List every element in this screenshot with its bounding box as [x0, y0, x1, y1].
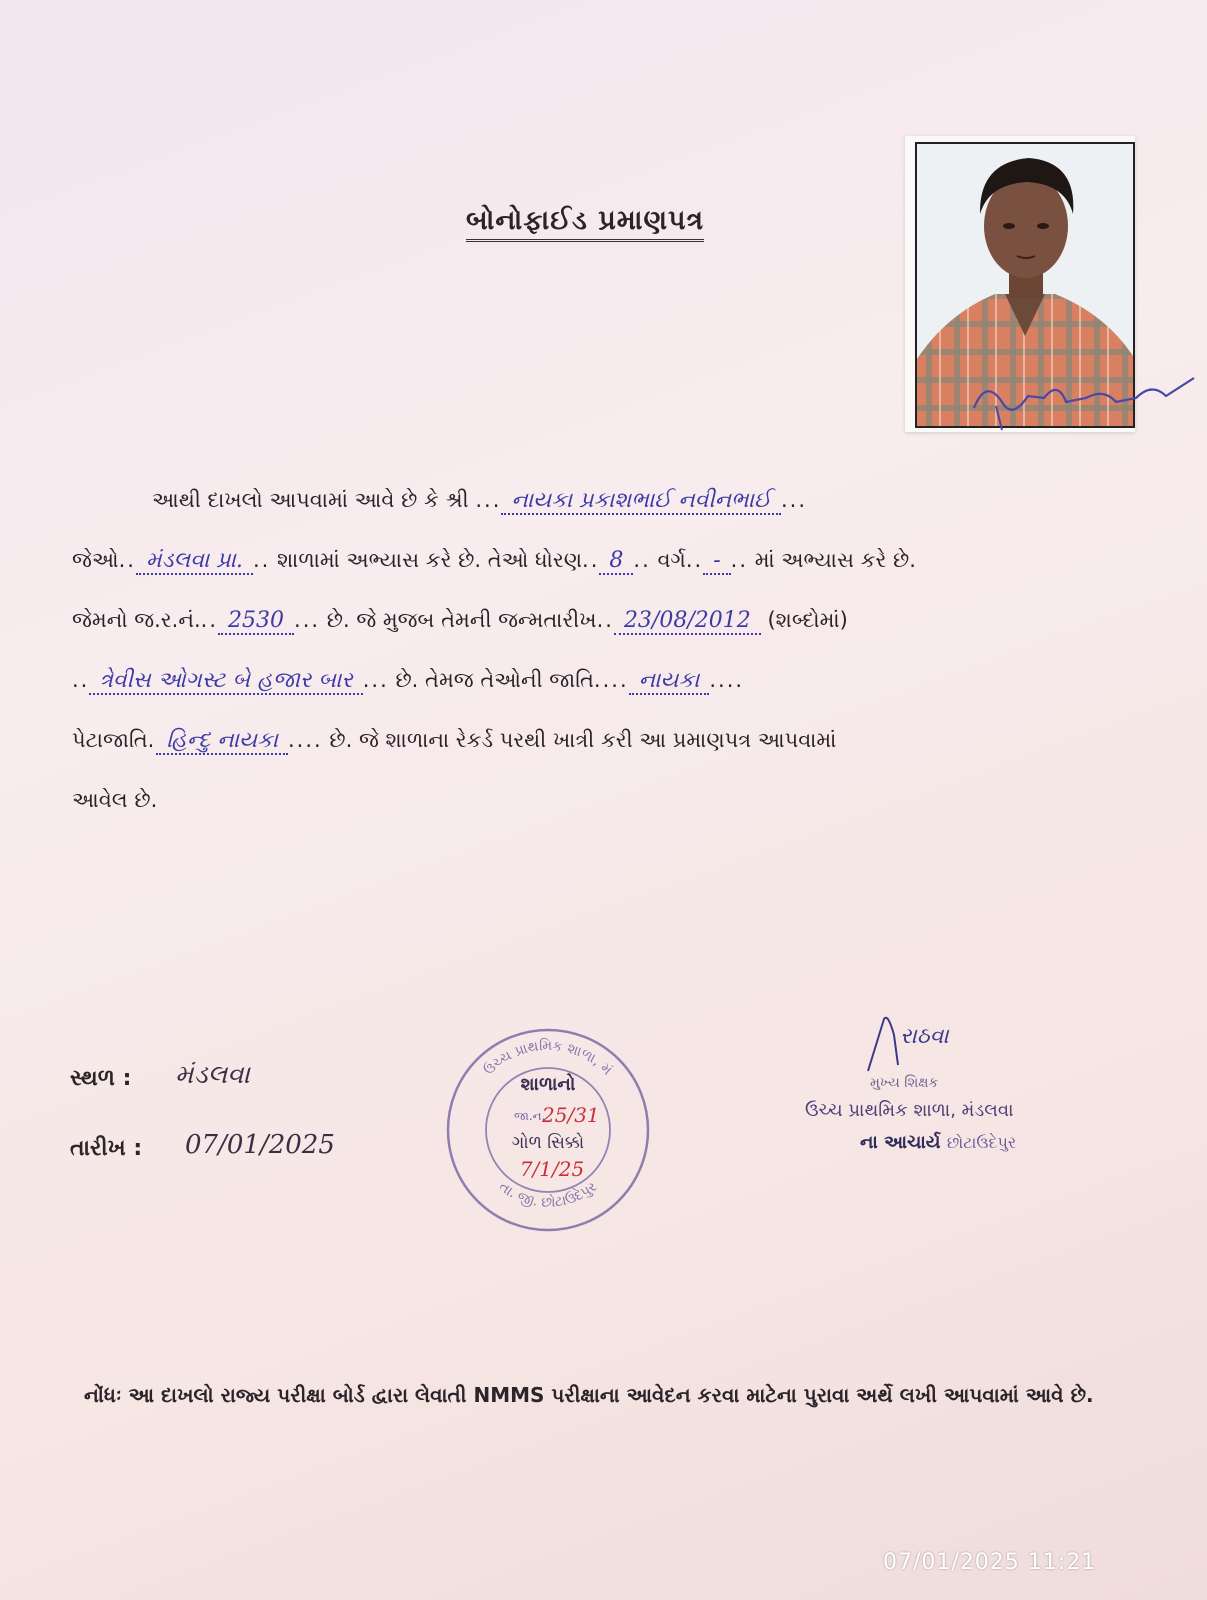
stamp-center-top: શાળાનો: [520, 1074, 576, 1095]
caste: નાયકા: [629, 668, 710, 695]
photo-signature: [966, 368, 1196, 438]
photo-timestamp: 07/01/2025 11:21: [883, 1550, 1097, 1575]
body-text: શાળામાં અભ્યાસ કરે છે. તેઓ ધોરણ: [276, 548, 583, 572]
body-text: જેમનો જ.ર.નં.: [72, 608, 201, 632]
body-text: જેઓ: [72, 548, 119, 572]
body-text: છે. જે મુજબ તેમની જન્મતારીખ: [326, 608, 597, 632]
body-text: આથી દાખલો આપવામાં આવે છે કે શ્રી: [152, 488, 469, 512]
stamp-outer-top: ઉચ્ચ પ્રાથમિક શાળા, મં: [480, 1037, 616, 1079]
school-name: મંડલવા પ્રા.: [136, 548, 253, 575]
student-name: નાયકા પ્રકાશભાઈ નવીનભાઈ: [501, 488, 781, 515]
body-text: છે. તેમજ તેઓની જાતિ: [395, 668, 594, 692]
stamp-jan-label: જા.ન.: [514, 1109, 546, 1123]
taluka-name: છોટાઉદેપુર: [946, 1133, 1017, 1152]
certificate-title: બોનોફાઈડ પ્રમાણપત્ર: [466, 205, 704, 242]
standard: 8: [599, 548, 633, 575]
stamp-outer-bottom: તા. જી. છોટાઉદેપુર: [495, 1178, 601, 1211]
body-text: (શબ્દોમાં): [767, 608, 848, 632]
place-label: સ્થળ :: [70, 1066, 132, 1091]
school-stamp: [438, 1020, 658, 1240]
register-number: 2530: [218, 608, 294, 635]
principal-title: ના આચાર્ય: [860, 1132, 941, 1153]
body-text: માં અભ્યાસ કરે છે.: [754, 548, 916, 572]
body-text: છે. જે શાળાના રેકર્ડ પરથી ખાત્રી કરી આ પ્રમાણપત્ર આપવામાં: [329, 728, 837, 752]
stamp-center-bottom: ગોળ સિક્કો: [511, 1133, 585, 1153]
footer-note: નોંધઃ આ દાખલો રાજ્ય પરીક્ષા બોર્ડ દ્વારા લેવાતી NMMS પરીક્ષાના આવેદન કરવા માટેના પુરાવા અર્થે લખી આપવામાં આવે છે.: [84, 1383, 1094, 1407]
body-text: પેટાજાતિ: [72, 728, 148, 752]
signature-caption: મુખ્ય શિક્ષક: [870, 1075, 939, 1091]
signature-text: રાઠવા: [900, 1024, 949, 1049]
place-value: મંડલવા: [175, 1060, 250, 1090]
stamp-handwritten-date: 7/1/25: [519, 1157, 585, 1181]
date-label: તારીખ :: [70, 1136, 143, 1161]
date-value: 07/01/2025: [185, 1130, 335, 1160]
certificate-body: આથી દાખલો આપવામાં આવે છે કે શ્રી ... નાયકા પ્રકાશભાઈ નવીનભાઈ ... જેઓ.. મંડલવા પ્રા. .. શાળામાં અભ્યાસ કરે છે. તેઓ ધોરણ.. 8 .. વર્ગ.. - .. માં અભ્યાસ કરે છે. જેમનો જ.ર.નં... 2530 ... છે. જે મુજબ તેમની જન્મતારીખ.. 23/08/2012 (શબ્દોમાં) .. ત્રેવીસ ઓગસ્ટ બે હજાર બાર ... છે. તેમજ તેઓની જાતિ.... નાયકા .... પેટાજાતિ. હિન્દુ નાયકા .... છે. જે શાળાના રેકર્ડ પરથી ખાત્રી કરી આ પ્રમાણપત્ર આપવામાં આવેલ છે.: [72, 488, 916, 812]
body-text: આવેલ છે.: [72, 788, 158, 812]
birth-date: 23/08/2012: [614, 608, 761, 635]
birth-date-words: ત્રેવીસ ઓગસ્ટ બે હજાર બાર: [89, 668, 362, 695]
svg-text:ઉચ્ચ પ્રાથમિક શાળા, મં: [481, 1038, 615, 1079]
division: -: [703, 548, 730, 575]
sub-caste: હિન્દુ નાયકા: [156, 728, 288, 755]
svg-text:તા. જી. છોટાઉદેપુર: [496, 1179, 600, 1211]
stamp-jan-value: 25/31: [542, 1103, 600, 1127]
body-text: વર્ગ: [657, 548, 686, 572]
school-designation: ઉચ્ચ પ્રાથમિક શાળા, મંડલવા: [805, 1100, 1014, 1121]
principal-designation: [860, 1132, 1016, 1153]
